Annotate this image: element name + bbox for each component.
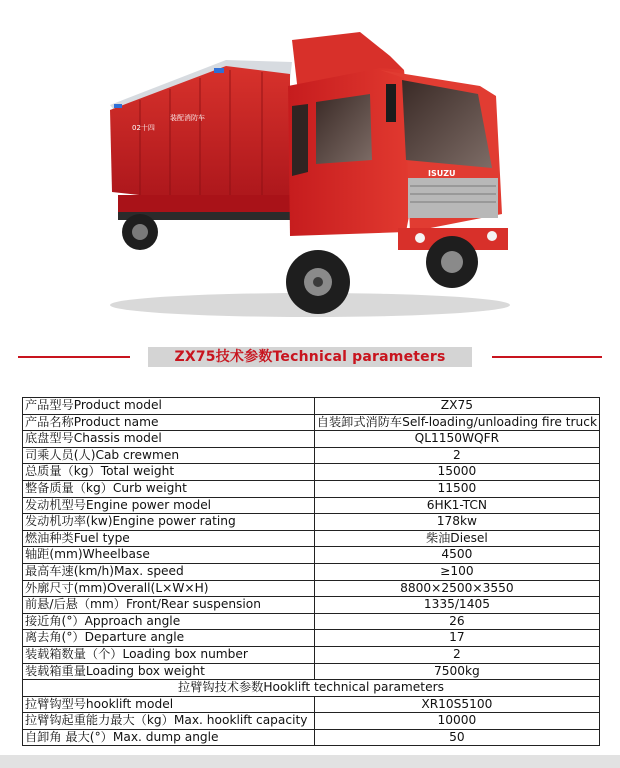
table-row: [23, 597, 600, 614]
table-row: [23, 398, 600, 415]
spec-label: 燃油种类Fuel type: [23, 530, 315, 547]
spec-label: 外廓尺寸(mm)Overall(L×W×H): [23, 580, 315, 597]
spec-value: 50: [314, 729, 599, 746]
box-side-text-1: 02十四: [132, 124, 155, 132]
spec-label: 离去角(°）Departure angle: [23, 630, 315, 647]
spec-label: 自卸角 最大(°）Max. dump angle: [23, 729, 315, 746]
spec-label: 发动机功率(kw)Engine power rating: [23, 514, 315, 531]
footer-band: [0, 755, 620, 768]
table-row: [23, 563, 600, 580]
spec-label: 接近角(°）Approach angle: [23, 613, 315, 630]
spec-value: 柴油Diesel: [314, 530, 599, 547]
table-row: [23, 431, 600, 448]
spec-value: 6HK1-TCN: [314, 497, 599, 514]
page-title: ZX75技术参数Technical parameters: [148, 347, 472, 367]
spec-label: 总质量（kg）Total weight: [23, 464, 315, 481]
spec-value: 26: [314, 613, 599, 630]
section-header-row: [23, 680, 600, 697]
table-row: [23, 696, 600, 713]
spec-label: 装载箱重量Loading box weight: [23, 663, 315, 680]
table-row: [23, 464, 600, 481]
spec-value: ≥100: [314, 563, 599, 580]
table-row: [23, 514, 600, 531]
table-row: [23, 480, 600, 497]
spec-label: 整备质量（kg）Curb weight: [23, 480, 315, 497]
spec-label: 装载箱数量（个）Loading box number: [23, 646, 315, 663]
spec-value: 8800×2500×3550: [314, 580, 599, 597]
box-side-text-2: 装配消防车: [170, 114, 205, 122]
hooklift-section-title: 拉臂钩技术参数Hooklift technical parameters: [23, 680, 600, 697]
brand-badge: ISUZU: [428, 169, 456, 178]
spec-label: 产品型号Product model: [23, 398, 315, 415]
spec-label: 最高车速(km/h)Max. speed: [23, 563, 315, 580]
title-divider-left: [18, 356, 130, 358]
table-row: [23, 447, 600, 464]
table-row: [23, 547, 600, 564]
spec-label: 拉臂钩起重能力最大（kg）Max. hooklift capacity: [23, 713, 315, 730]
table-row: [23, 663, 600, 680]
spec-label: 产品名称Product name: [23, 414, 315, 431]
spec-value: 7500kg: [314, 663, 599, 680]
table-row: [23, 613, 600, 630]
spec-value: 11500: [314, 480, 599, 497]
spec-value: 4500: [314, 547, 599, 564]
table-row: [23, 530, 600, 547]
spec-label: 发动机型号Engine power model: [23, 497, 315, 514]
title-divider-right: [492, 356, 602, 358]
spec-value: QL1150WQFR: [314, 431, 599, 448]
spec-label: 前悬/后悬（mm）Front/Rear suspension: [23, 597, 315, 614]
table-row: [23, 713, 600, 730]
spec-value: 17: [314, 630, 599, 647]
spec-value: 2: [314, 447, 599, 464]
fire-truck-photo: [0, 0, 620, 340]
spec-label: 底盘型号Chassis model: [23, 431, 315, 448]
specs-table: [22, 397, 600, 746]
table-row: [23, 497, 600, 514]
table-row: [23, 646, 600, 663]
spec-value: 10000: [314, 713, 599, 730]
spec-value: ZX75: [314, 398, 599, 415]
table-row: [23, 729, 600, 746]
section-title-bar: [0, 347, 620, 367]
spec-value: 15000: [314, 464, 599, 481]
table-row: [23, 580, 600, 597]
spec-label: 司乘人员(人)Cab crewmen: [23, 447, 315, 464]
table-row: [23, 414, 600, 431]
table-row: [23, 630, 600, 647]
spec-value: 178kw: [314, 514, 599, 531]
spec-value: 1335/1405: [314, 597, 599, 614]
spec-value: 自装卸式消防车Self-loading/unloading fire truck: [314, 414, 599, 431]
spec-label: 轴距(mm)Wheelbase: [23, 547, 315, 564]
spec-label: 拉臂钩型号hooklift model: [23, 696, 315, 713]
spec-value: XR10S5100: [314, 696, 599, 713]
spec-value: 2: [314, 646, 599, 663]
